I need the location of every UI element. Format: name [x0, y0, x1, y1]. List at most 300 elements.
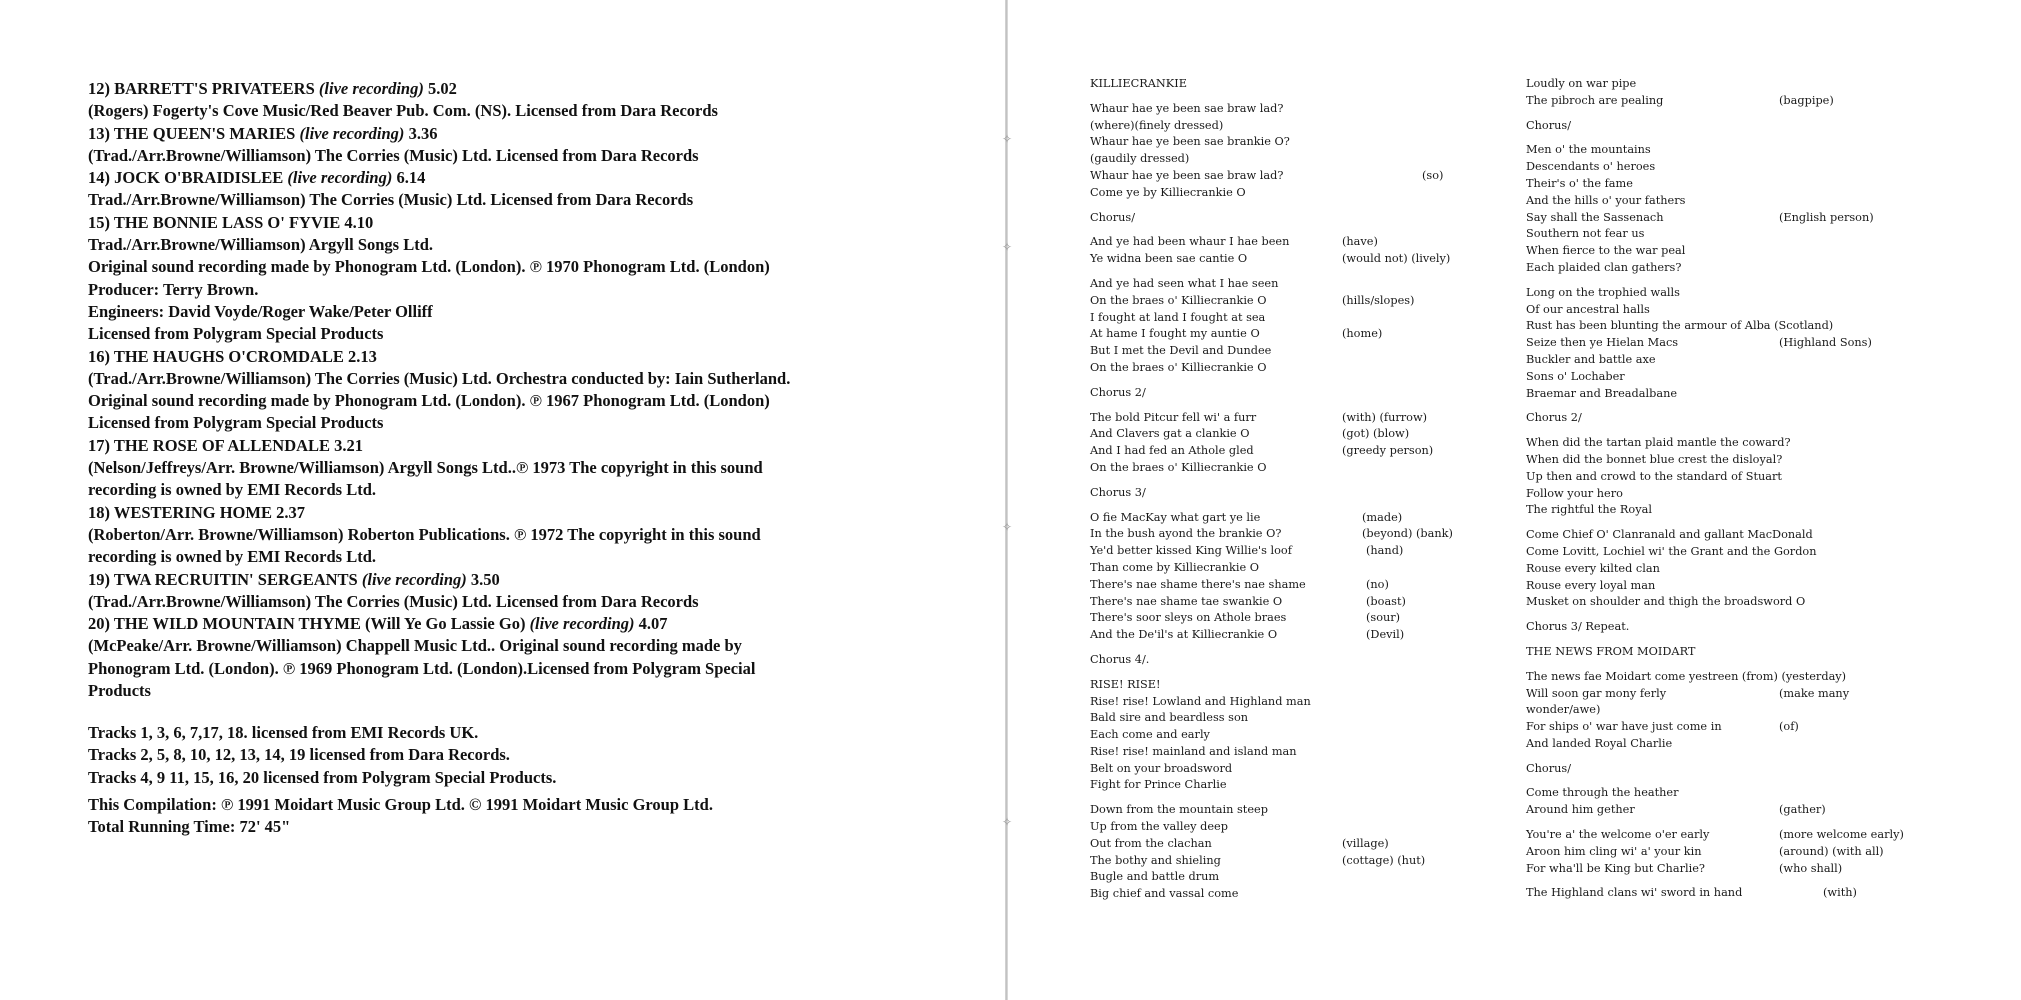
lyric-text: In the bush ayond the brankie O? [1090, 527, 1282, 541]
lyric-text: Each come and early [1090, 728, 1210, 742]
lyric-line [1090, 151, 1510, 168]
credit-text: (Trad./Arr.Browne/Williamson) The Corries (Music) Ltd. Orchestra conducted by: Iain Sutherland. [88, 368, 791, 388]
lyric-line [1526, 210, 2006, 227]
gloss-note: (English person) [1779, 210, 1874, 224]
lyric-line [1526, 578, 2006, 595]
lyric-text: Whaur hae ye been sae braw lad? [1090, 168, 1284, 182]
lyric-line [1090, 610, 1510, 627]
lyric-line [1526, 386, 2006, 403]
lyric-line [1526, 827, 2006, 844]
lyric-text: Of our ancestral halls [1526, 302, 1650, 316]
lyric-text: For ships o' war have just come in [1526, 720, 1722, 734]
lyric-text: Rise! rise! Lowland and Highland man [1090, 694, 1311, 708]
stanza-gap [1090, 669, 1510, 677]
credit-text: 17) THE ROSE OF ALLENDALE 3.21 [88, 435, 364, 455]
lyric-line [1090, 510, 1510, 527]
lyric-line [1090, 886, 1510, 903]
lyric-text: For wha'll be King but Charlie? [1526, 861, 1705, 875]
lyric-text: But I met the Devil and Dundee [1090, 344, 1272, 358]
lyric-line [1090, 343, 1510, 360]
lyric-line [1090, 777, 1510, 794]
lyric-text: Their's o' the fame [1526, 176, 1633, 190]
credit-text: 15) THE BONNIE LASS O' FYVIE 4.10 [88, 212, 374, 232]
lyric-line [1090, 485, 1510, 502]
staple-mark-icon: ✧ [1002, 815, 1013, 829]
credit-line [88, 323, 988, 345]
lyric-text: Follow your hero [1526, 486, 1623, 500]
lyric-line [1090, 118, 1510, 135]
lyrics-column-right [1526, 76, 2006, 902]
staple-marks [1000, 0, 1014, 1000]
credit-line [88, 390, 988, 412]
lyric-text: Each plaided clan gathers? [1526, 260, 1682, 274]
lyric-text: Long on the trophied walls [1526, 285, 1680, 299]
stanza-gap [1526, 877, 2006, 885]
stanza-gap [1526, 753, 2006, 761]
credit-duration: 5.02 [423, 79, 457, 98]
lyric-line [1090, 744, 1510, 761]
lyric-text: The Highland clans wi' sword in hand [1526, 886, 1743, 900]
lyric-text: KILLIECRANKIE [1090, 77, 1187, 90]
credit-line [88, 613, 988, 635]
lyric-line [1526, 594, 2006, 611]
credit-text: Phonogram Ltd. (London). ℗ 1969 Phonogram Ltd. (London).Licensed from Polygram Special [88, 658, 756, 678]
lyric-line [1526, 644, 2006, 661]
lyric-text: Rouse every kilted clan [1526, 561, 1660, 575]
credit-text: 19) TWA RECRUITIN' SERGEANTS [88, 569, 362, 589]
lyric-text: The pibroch are pealing [1526, 93, 1664, 107]
lyric-text: On the braes o' Killiecrankie O [1090, 460, 1267, 474]
gloss-note: (no) [1366, 577, 1389, 591]
credit-line [88, 100, 988, 122]
lyric-text: When did the tartan plaid mantle the coward? [1526, 436, 1791, 450]
lyric-text: Chorus 3/ Repeat. [1526, 620, 1630, 634]
lyric-line [1526, 486, 2006, 503]
lyric-text: There's nae shame there's nae shame [1090, 577, 1306, 591]
lyric-line [1526, 369, 2006, 386]
lyric-line [1526, 352, 2006, 369]
lyric-line [1526, 527, 2006, 544]
gloss-note: (Highland Sons) [1779, 336, 1872, 350]
lyric-line [1090, 526, 1510, 543]
credit-line [88, 658, 988, 680]
credit-line [88, 123, 988, 145]
stanza-gap [1526, 661, 2006, 669]
gloss-note: (make many [1779, 686, 1850, 700]
credit-duration: 4.07 [634, 614, 668, 634]
lyric-line [1526, 502, 2006, 519]
credit-text: 13) THE QUEEN'S MARIES [88, 123, 300, 143]
lyric-line [1090, 853, 1510, 870]
lyric-line [1526, 761, 2006, 778]
lyric-text: The bold Pitcur fell wi' a furr [1090, 410, 1257, 424]
credit-line [88, 680, 988, 702]
credit-line [88, 346, 988, 368]
credit-line [88, 569, 988, 591]
credit-text: (Roberton/Arr. Browne/Williamson) Roberton Publications. ℗ 1972 The copyright in this sound [88, 524, 761, 544]
lyric-text: Musket on shoulder and thigh the broadsword O [1526, 595, 1806, 609]
lyric-text: Big chief and vassal come [1090, 887, 1239, 901]
lyric-line [1526, 159, 2006, 176]
lyric-text: Chorus 4/. [1090, 652, 1150, 666]
lyric-text: Men o' the mountains [1526, 143, 1651, 157]
lyric-text: And I had fed an Athole gled [1090, 444, 1254, 458]
lyric-line [1090, 360, 1510, 377]
lyric-text: Chorus 3/ [1090, 485, 1146, 499]
credit-line [88, 189, 988, 211]
credit-duration: 3.36 [404, 123, 438, 143]
lyric-line [1526, 561, 2006, 578]
lyric-line [1090, 652, 1510, 669]
lyric-text: Come ye by Killiecrankie O [1090, 185, 1246, 199]
lyric-line [1090, 210, 1510, 227]
credit-text: (McPeake/Arr. Browne/Williamson) Chappell Music Ltd.. Original sound recording made by [88, 636, 742, 656]
staple-mark-icon: ✧ [1002, 132, 1013, 146]
credit-text: recording is owned by EMI Records Ltd. [88, 547, 376, 567]
gloss-note: (would not) (lively) [1342, 252, 1451, 266]
gloss-note: (hills/slopes) [1342, 293, 1415, 307]
credit-duration: 3.50 [466, 569, 500, 589]
lyric-text: Come through the heather [1526, 786, 1679, 800]
lyric-text: At hame I fought my auntie O [1090, 327, 1260, 341]
lyric-text: Up then and crowd to the standard of Stuart [1526, 469, 1782, 483]
lyric-text: There's soor sleys on Athole braes [1090, 611, 1287, 625]
stanza-gap [1526, 777, 2006, 785]
credit-line [88, 635, 988, 657]
gloss-note: (more welcome early) [1779, 828, 1904, 842]
lyric-line [1090, 727, 1510, 744]
credit-line [88, 212, 988, 234]
lyric-text: Aroon him cling wi' a' your kin [1526, 844, 1702, 858]
lyric-line [1526, 302, 2006, 319]
lyric-text: And Clavers gat a clankie O [1090, 427, 1250, 441]
lyric-text: RISE! RISE! [1090, 677, 1161, 691]
lyric-line [1526, 844, 2006, 861]
lyric-text: Chorus/ [1090, 210, 1135, 224]
lyric-line [1090, 577, 1510, 594]
lyric-line [1090, 310, 1510, 327]
lyric-text: Than come by Killiecrankie O [1090, 560, 1260, 574]
gloss-note: (bagpipe) [1779, 93, 1834, 107]
stanza-gap [1526, 819, 2006, 827]
lyric-line [1526, 226, 2006, 243]
lyric-line [1526, 435, 2006, 452]
gloss-note: (sour) [1366, 611, 1401, 625]
lyric-line [1090, 560, 1510, 577]
lyric-line [1090, 385, 1510, 402]
stanza-gap [1526, 636, 2006, 644]
lyric-line [1526, 243, 2006, 260]
gloss-note: (have) [1342, 235, 1378, 249]
lyric-line [1090, 594, 1510, 611]
stanza-gap [1090, 93, 1510, 101]
stanza-gap [1526, 427, 2006, 435]
lyric-text: Rouse every loyal man [1526, 578, 1656, 592]
lyric-text: Come Lovitt, Lochiel wi' the Grant and the Gordon [1526, 544, 1817, 558]
credit-note-italic: (live recording) [529, 614, 635, 634]
credit-line [88, 412, 988, 434]
lyric-text: Whaur hae ye been sae brankie O? [1090, 135, 1290, 149]
credit-text: 20) THE WILD MOUNTAIN THYME (Will Ye Go Lassie Go) [88, 614, 530, 634]
lyric-line [1526, 452, 2006, 469]
lyric-text: Rust has been blunting the armour of Alba (Scotland) [1526, 319, 1834, 333]
lyric-text: wonder/awe) [1526, 703, 1601, 717]
credit-text: Producer: Terry Brown. [88, 279, 259, 299]
gloss-note: (around) (with all) [1779, 844, 1884, 858]
stanza-gap [1090, 268, 1510, 276]
gloss-note: (who shall) [1779, 861, 1843, 875]
credit-text: Original sound recording made by Phonogram Ltd. (London). ℗ 1967 Phonogram Ltd. (London) [88, 391, 770, 411]
credit-line [88, 279, 988, 301]
lyric-text: Will soon gar mony ferly [1526, 686, 1667, 700]
stanza-gap [1526, 134, 2006, 142]
lyric-line [1090, 168, 1510, 185]
lyric-line [1526, 335, 2006, 352]
credit-line [88, 256, 988, 278]
lyric-line [1090, 802, 1510, 819]
credit-text: Trad./Arr.Browne/Williamson) Argyll Songs Ltd. [88, 235, 434, 255]
lyric-line [1090, 185, 1510, 202]
lyric-line [1526, 861, 2006, 878]
lyric-text: I fought at land I fought at sea [1090, 310, 1266, 324]
track-credits [88, 78, 988, 702]
lyric-text: When did the bonnet blue crest the disloyal? [1526, 452, 1783, 466]
lyric-line [1526, 736, 2006, 753]
lyric-text: And ye had been whaur I hae been [1090, 235, 1290, 249]
lyric-text: Whaur hae ye been sae braw lad? [1090, 101, 1284, 115]
lyric-line [1526, 410, 2006, 427]
credit-text: 18) WESTERING HOME 2.37 [88, 502, 305, 522]
lyric-text: Southern not fear us [1526, 227, 1645, 241]
stanza-gap [1090, 477, 1510, 485]
gloss-note: (cottage) (hut) [1342, 853, 1426, 867]
credit-note-italic: (live recording) [287, 168, 393, 188]
credit-line [88, 167, 988, 189]
lyric-text: There's nae shame tae swankie O [1090, 594, 1283, 608]
credit-text: recording is owned by EMI Records Ltd. [88, 480, 376, 500]
lyric-line [1090, 443, 1510, 460]
summary-line: Tracks 2, 5, 8, 10, 12, 13, 14, 19 licensed from Dara Records. [88, 745, 510, 765]
credit-text: Products [88, 681, 151, 701]
lyric-line [1526, 885, 2006, 902]
lyric-text: Buckler and battle axe [1526, 352, 1656, 366]
lyric-line [1090, 761, 1510, 778]
lyric-text: (where)(finely dressed) [1090, 118, 1224, 132]
lyric-line [1090, 251, 1510, 268]
stanza-gap [1526, 110, 2006, 118]
credit-text: 12) BARRETT'S PRIVATEERS [88, 79, 319, 98]
credit-line [88, 234, 988, 256]
lyric-text: Around him gether [1526, 803, 1635, 817]
lyric-text: The bothy and shieling [1090, 853, 1221, 867]
gloss-note: (home) [1342, 327, 1383, 341]
lyric-text: On the braes o' Killiecrankie O [1090, 293, 1267, 307]
lyric-line [1090, 276, 1510, 293]
credit-note-italic: (live recording) [361, 569, 467, 589]
lyric-line [1526, 176, 2006, 193]
lyric-text: Come Chief O' Clanranald and gallant MacDonald [1526, 528, 1813, 542]
stanza-gap [1526, 277, 2006, 285]
gloss-note: (got) (blow) [1342, 427, 1410, 441]
summary-line: Tracks 4, 9 11, 15, 16, 20 licensed from Polygram Special Products. [88, 767, 557, 787]
stanza-gap [1526, 402, 2006, 410]
lyric-line [1090, 710, 1510, 727]
lyric-text: Belt on your broadsword [1090, 761, 1233, 775]
gloss-note: (of) [1779, 720, 1799, 734]
gloss-note: (village) [1342, 836, 1389, 850]
lyric-text: Loudly on war pipe [1526, 77, 1637, 90]
gloss-note: (Devil) [1366, 628, 1405, 642]
lyric-text: Braemar and Breadalbane [1526, 386, 1678, 400]
lyric-text: You're a' the welcome o'er early [1526, 828, 1710, 842]
lyric-line [1526, 193, 2006, 210]
stanza-gap [1090, 644, 1510, 652]
summary-line: Tracks 1, 3, 6, 7,17, 18. licensed from EMI Records UK. [88, 723, 479, 742]
lyric-text: Down from the mountain steep [1090, 803, 1268, 817]
lyric-text: Chorus 2/ [1526, 411, 1582, 425]
lyric-line [1526, 318, 2006, 335]
lyric-text: On the braes o' Killiecrankie O [1090, 360, 1267, 374]
lyric-text: Rise! rise! mainland and island man [1090, 744, 1297, 758]
lyric-text: And ye had seen what I hae seen [1090, 276, 1279, 290]
lyric-text: Chorus 2/ [1090, 385, 1146, 399]
lyric-line [1526, 285, 2006, 302]
lyrics-column-left [1090, 76, 1510, 903]
credit-line [88, 435, 988, 457]
lyric-text: The news fae Moidart come yestreen (from) (yesterday) [1526, 669, 1847, 683]
gloss-note: (with) (furrow) [1342, 410, 1428, 424]
lyric-line [1090, 543, 1510, 560]
lyric-text: Chorus/ [1526, 761, 1571, 775]
credit-note-italic: (live recording) [318, 79, 424, 98]
staple-mark-icon: ✧ [1002, 240, 1013, 254]
gloss-note: (made) [1362, 510, 1403, 524]
lyric-line [1526, 142, 2006, 159]
compilation-summary [88, 722, 988, 838]
lyric-text: Up from the valley deep [1090, 820, 1228, 834]
credit-text: (Trad./Arr.Browne/Williamson) The Corries (Music) Ltd. Licensed from Dara Records [88, 591, 699, 611]
lyric-line [1526, 669, 2006, 686]
lyric-line [1090, 819, 1510, 836]
lyric-text: Ye widna been sae cantie O [1090, 252, 1248, 266]
lyric-text: Fight for Prince Charlie [1090, 778, 1227, 792]
credit-line [88, 368, 988, 390]
lyric-line [1526, 469, 2006, 486]
lyric-line [1526, 544, 2006, 561]
stanza-gap [1090, 377, 1510, 385]
lyric-line [1090, 869, 1510, 886]
lyric-line [1526, 686, 2006, 703]
lyric-text: Bald sire and beardless son [1090, 711, 1249, 725]
lyric-text: And the De'il's at Killiecrankie O [1090, 628, 1278, 642]
lyric-line [1090, 460, 1510, 477]
gloss-note: (boast) [1366, 594, 1406, 608]
lyric-text: Ye'd better kissed King Willie's loof [1090, 544, 1292, 558]
lyric-text: Say shall the Sassenach [1526, 210, 1664, 224]
credit-line [88, 524, 988, 546]
credit-line [88, 145, 988, 167]
lyric-text: Descendants o' heroes [1526, 160, 1656, 174]
credit-line [88, 502, 988, 524]
credit-text: (Trad./Arr.Browne/Williamson) The Corries (Music) Ltd. Licensed from Dara Records [88, 145, 699, 165]
stanza-gap [1090, 502, 1510, 510]
lyric-line [1090, 76, 1510, 93]
lyric-text: Out from the clachan [1090, 836, 1212, 850]
lyric-text: Bugle and battle drum [1090, 870, 1220, 884]
stanza-gap [1090, 402, 1510, 410]
credit-text: Licensed from Polygram Special Products [88, 324, 384, 344]
lyric-line [1526, 785, 2006, 802]
stanza-gap [1090, 202, 1510, 210]
credit-duration: 6.14 [392, 168, 426, 188]
lyric-text: The rightful the Royal [1526, 503, 1652, 517]
lyric-line [1526, 260, 2006, 277]
gloss-note: (beyond) (bank) [1362, 527, 1453, 541]
gloss-note: (gather) [1779, 803, 1826, 817]
lyric-line [1526, 702, 2006, 719]
lyric-text: Chorus/ [1526, 118, 1571, 132]
credit-line [88, 301, 988, 323]
credit-line [88, 457, 988, 479]
stanza-gap [1090, 226, 1510, 234]
credit-text: 16) THE HAUGHS O'CROMDALE 2.13 [88, 346, 377, 366]
lyric-line [1526, 802, 2006, 819]
lyric-line [1090, 410, 1510, 427]
lyric-line [1090, 234, 1510, 251]
lyric-line [1090, 627, 1510, 644]
stanza-gap [1090, 794, 1510, 802]
lyric-line [1090, 677, 1510, 694]
lyric-line [1526, 76, 2006, 93]
lyric-text: (gaudily dressed) [1090, 152, 1190, 166]
lyric-text: Seize then ye Hielan Macs [1526, 336, 1679, 350]
gloss-note: (so) [1422, 168, 1444, 182]
lyric-line [1090, 836, 1510, 853]
lyric-line [1526, 719, 2006, 736]
gloss-note: (greedy person) [1342, 444, 1434, 458]
lyric-line [1526, 93, 2006, 110]
credit-text: Trad./Arr.Browne/Williamson) The Corries (Music) Ltd. Licensed from Dara Records [88, 190, 694, 210]
summary-line: This Compilation: ℗ 1991 Moidart Music Group Ltd. © 1991 Moidart Music Group Ltd. [88, 794, 713, 814]
lyric-text: Sons o' Lochaber [1526, 369, 1625, 383]
lyric-line [1090, 134, 1510, 151]
credit-text: (Rogers) Fogerty's Cove Music/Red Beaver Pub. Com. (NS). Licensed from Dara Records [88, 101, 718, 121]
lyric-line [1090, 101, 1510, 118]
stanza-gap [1526, 519, 2006, 527]
gloss-note: (with) [1823, 886, 1857, 900]
staple-mark-icon: ✧ [1002, 520, 1013, 534]
credit-line [88, 546, 988, 568]
lyric-line [1526, 619, 2006, 636]
lyric-text: And landed Royal Charlie [1526, 736, 1673, 750]
credit-line [88, 591, 988, 613]
lyric-text: And the hills o' your fathers [1526, 193, 1686, 207]
credit-note-italic: (live recording) [299, 123, 405, 143]
lyric-line [1090, 426, 1510, 443]
credit-text: Engineers: David Voyde/Roger Wake/Peter Olliff [88, 301, 433, 321]
stanza-gap [1526, 611, 2006, 619]
credit-text: Licensed from Polygram Special Products [88, 413, 384, 433]
lyric-text: THE NEWS FROM MOIDART [1526, 644, 1696, 658]
summary-line: Total Running Time: 72' 45" [88, 817, 291, 837]
credit-line [88, 479, 988, 501]
lyric-line [1090, 694, 1510, 711]
credit-text: 14) JOCK O'BRAIDISLEE [88, 168, 288, 188]
credit-text: (Nelson/Jeffreys/Arr. Browne/Williamson) Argyll Songs Ltd..℗ 1973 The copyright in this sound [88, 458, 763, 478]
lyric-text: O fie MacKay what gart ye lie [1090, 510, 1261, 524]
credit-text: Original sound recording made by Phonogram Ltd. (London). ℗ 1970 Phonogram Ltd. (London) [88, 257, 770, 277]
gloss-note: (hand) [1366, 544, 1404, 558]
